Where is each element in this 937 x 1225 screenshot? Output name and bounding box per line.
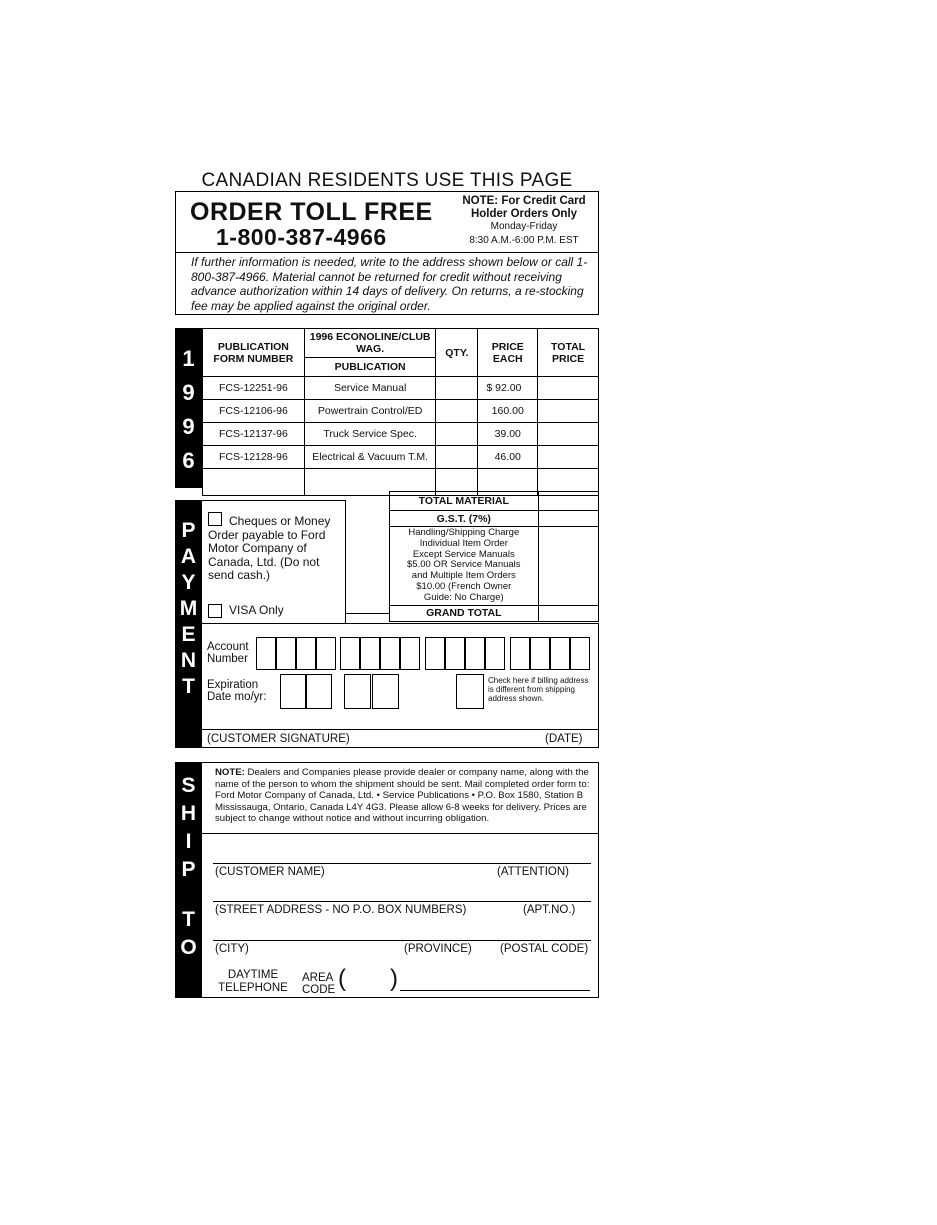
order-title: ORDER TOLL FREE: [190, 198, 433, 226]
customer-name-line[interactable]: [213, 863, 591, 864]
exp-label-line-1: Expiration: [207, 679, 259, 691]
blank-cell[interactable]: [203, 469, 305, 496]
street-address-label: (STREET ADDRESS - NO P.O. BOX NUMBERS): [215, 904, 467, 916]
col-publication: [304, 329, 436, 377]
account-label: [207, 642, 249, 665]
payment-letter: A: [180, 545, 197, 568]
qty-input-cell[interactable]: [436, 423, 478, 446]
daytime-label: DAYTIME: [227, 969, 279, 981]
daytime-telephone-label: [218, 969, 288, 994]
page-title: CANADIAN RESIDENTS USE THIS PAGE: [201, 170, 573, 191]
postal-code-label: (POSTAL CODE): [500, 943, 589, 955]
credit-card-note: [449, 195, 599, 221]
city-line[interactable]: [213, 940, 591, 941]
total-price-cell[interactable]: [538, 377, 599, 400]
digit-box[interactable]: [530, 637, 550, 670]
col-qty: QTY.: [436, 329, 478, 377]
code-label: CODE: [302, 984, 336, 996]
account-label-line-2: Number: [207, 652, 248, 665]
ship-note-label: NOTE:: [215, 767, 245, 778]
info-box: [175, 252, 599, 315]
street-address-line[interactable]: [213, 901, 591, 902]
area-label: AREA: [302, 972, 334, 984]
ship-to-sidebar: [175, 762, 202, 998]
telephone-label: TELEPHONE: [218, 981, 288, 994]
visa-checkbox[interactable]: [208, 602, 222, 620]
year-sidebar: [175, 328, 202, 488]
city-label: (CITY): [215, 943, 249, 955]
digit-box[interactable]: [510, 637, 530, 670]
order-phone: 1-800-387-4966: [216, 224, 387, 250]
year-letter: 9: [182, 380, 195, 405]
col-form-line-1: PUBLICATION: [217, 340, 289, 353]
col-pub-line-2: PUBLICATION: [334, 361, 406, 373]
year-letter: 6: [182, 448, 195, 473]
digit-box[interactable]: [550, 637, 570, 670]
visa-label: VISA Only: [229, 603, 284, 617]
digit-box[interactable]: [305, 674, 332, 709]
digit-box[interactable]: [372, 674, 399, 709]
table-row: [203, 377, 599, 400]
gst-label: G.S.T. (7%): [390, 511, 539, 527]
totals-table: [389, 491, 599, 622]
ship-note-text: Dealers and Companies please provide dealer or company name, along with the name of the person to whom the shipment should be sent. Mail completed order form to: Ford Motor Company of Canada, Ltd. • Service Publications • P.O. Box 1580, Station B Mississauga, Ontario, Canada L4Y 4G3. Please allow 6-8 weeks for delivery. Prices are subject to change without notice and without incurring obligation.: [215, 767, 590, 824]
payment-sidebar: [175, 500, 202, 748]
digit-box[interactable]: [360, 637, 380, 670]
form-number-cell: FCS-12137-96: [203, 423, 305, 446]
signature-label: (CUSTOMER SIGNATURE): [207, 733, 350, 745]
total-price-cell[interactable]: [538, 423, 599, 446]
ship-letter: I: [185, 830, 192, 853]
handling-label: Handling/Shipping Charge Individual Item Order Except Service Manuals $5.00 OR Service Manuals and Multiple Item Orders $10.00 (French Owner Guide: No Charge): [390, 527, 539, 606]
digit-box[interactable]: [380, 637, 400, 670]
price-cell: 39.00: [478, 423, 538, 446]
area-code-label: [302, 972, 335, 996]
price-cell: 160.00: [478, 400, 538, 423]
publication-cell: Powertrain Control/ED: [304, 400, 436, 423]
col-total-price: [538, 329, 599, 377]
publication-cell: Electrical & Vacuum T.M.: [304, 446, 436, 469]
qty-input-cell[interactable]: [436, 377, 478, 400]
year-letter: 9: [182, 414, 195, 439]
ship-letter: T: [182, 908, 195, 931]
telephone-line[interactable]: [400, 990, 590, 991]
digit-box[interactable]: [296, 637, 316, 670]
note-days: Monday-Friday: [490, 221, 558, 232]
area-code-open-paren: (: [338, 965, 346, 992]
grand-total-field[interactable]: [538, 605, 598, 621]
digit-box[interactable]: [425, 637, 445, 670]
billing-checkbox[interactable]: [456, 674, 484, 709]
note-line-1: NOTE: For Credit Card: [462, 195, 586, 207]
price-cell: $ 92.00: [478, 377, 538, 400]
total-material-field[interactable]: [538, 492, 598, 511]
cheque-text: Cheques or Money Order payable to Ford Motor Company of Canada, Ltd. (Do not send cash.): [208, 514, 331, 582]
exp-label-line-2: Date mo/yr:: [207, 690, 267, 703]
digit-box[interactable]: [485, 637, 505, 670]
payment-letter: M: [179, 597, 198, 620]
signature-line[interactable]: [202, 729, 599, 730]
digit-box[interactable]: [316, 637, 336, 670]
digit-box[interactable]: [344, 674, 371, 709]
digit-box[interactable]: [400, 637, 420, 670]
table-row: [203, 400, 599, 423]
qty-input-cell[interactable]: [436, 446, 478, 469]
note-hours: 8:30 A.M.-6:00 P.M. EST: [469, 235, 579, 246]
col-form-line-2: FORM NUMBER: [213, 352, 294, 365]
customer-name-label: (CUSTOMER NAME): [215, 866, 325, 878]
payment-letter: Y: [181, 571, 196, 594]
table-row: [203, 446, 599, 469]
publication-cell: Service Manual: [304, 377, 436, 400]
ship-note: [215, 767, 593, 825]
col-price-line-1: PRICE: [491, 340, 524, 353]
attention-label: (ATTENTION): [497, 866, 569, 878]
digit-box[interactable]: [340, 637, 360, 670]
date-label: (DATE): [545, 733, 583, 745]
ship-letter: H: [180, 802, 197, 825]
order-header: [175, 191, 599, 253]
area-code-close-paren: ): [390, 965, 398, 992]
price-cell: 46.00: [478, 446, 538, 469]
handling-field[interactable]: [538, 527, 598, 606]
year-letter: 1: [182, 346, 195, 371]
digit-box[interactable]: [280, 674, 307, 709]
col-price-each: [478, 329, 538, 377]
publication-cell: Truck Service Spec.: [304, 423, 436, 446]
digit-box[interactable]: [570, 637, 590, 670]
province-label: (PROVINCE): [404, 943, 472, 955]
payment-letter: N: [180, 649, 197, 672]
billing-text: Check here if billing address is different from shipping address shown.: [488, 676, 589, 703]
col-pub-line-1: 1996 ECONOLINE/CLUB WAG.: [305, 329, 436, 358]
payment-divider: [345, 613, 390, 614]
grand-total-label: GRAND TOTAL: [390, 605, 539, 621]
table-header-row: [203, 329, 599, 377]
apt-label: (APT.NO.): [523, 904, 576, 916]
table-row: [203, 423, 599, 446]
total-price-cell[interactable]: [538, 446, 599, 469]
digit-box[interactable]: [465, 637, 485, 670]
form-number-cell: FCS-12251-96: [203, 377, 305, 400]
payment-letter: P: [181, 519, 196, 542]
digit-box[interactable]: [445, 637, 465, 670]
col-total-line-1: TOTAL: [551, 340, 586, 353]
total-price-cell[interactable]: [538, 400, 599, 423]
account-label-line-1: Account: [207, 641, 249, 653]
qty-input-cell[interactable]: [436, 400, 478, 423]
expiration-label: [207, 680, 266, 703]
note-line-2: Holder Orders Only: [470, 208, 578, 220]
gst-field[interactable]: [538, 511, 598, 527]
payment-letter: T: [182, 675, 195, 698]
form-number-cell: FCS-12128-96: [203, 446, 305, 469]
info-text: If further information is needed, write to the address shown below or call 1-800-387-4966. Material cannot be returned for credit without receiving advance authorization within 14 days of delivery. On returns, a re-stocking fee may be applied against the original order.: [191, 255, 588, 313]
publication-table: [202, 328, 599, 496]
total-material-label: TOTAL MATERIAL: [390, 492, 539, 511]
digit-box[interactable]: [256, 637, 276, 670]
payment-letter: E: [181, 623, 196, 646]
digit-box[interactable]: [276, 637, 296, 670]
ship-letter: S: [181, 774, 196, 797]
col-total-line-2: PRICE: [552, 352, 585, 365]
col-price-line-2: EACH: [492, 352, 523, 365]
form-number-cell: FCS-12106-96: [203, 400, 305, 423]
ship-letter: P: [181, 858, 196, 881]
area-code-field[interactable]: [348, 972, 388, 992]
ship-letter: O: [180, 936, 197, 959]
ship-divider: [202, 833, 599, 834]
col-form-number: [203, 329, 305, 377]
